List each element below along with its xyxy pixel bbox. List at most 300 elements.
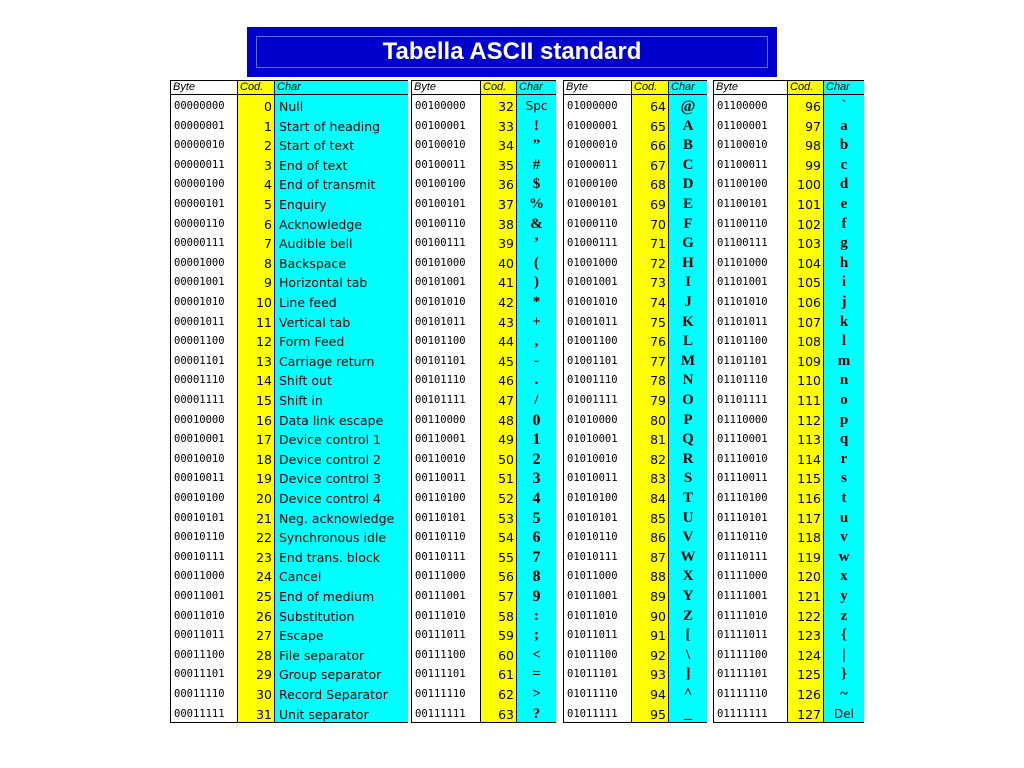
byte-value: 01110011: [717, 472, 768, 485]
byte-value: 01000101: [567, 198, 618, 210]
code-value: 114: [797, 451, 821, 467]
char-value: F: [683, 215, 693, 232]
byte-header: Byte: [714, 81, 787, 95]
byte-value: 00110110: [415, 531, 466, 544]
code-value: 29: [256, 667, 272, 683]
byte-value: 01111100: [717, 648, 768, 661]
code-value: 72: [650, 255, 666, 271]
char-value: l: [841, 333, 847, 350]
char-value: Acknowledge: [279, 216, 362, 232]
code-value: 107: [797, 314, 821, 330]
code-value: 124: [797, 647, 821, 663]
code-value: 100: [797, 177, 821, 193]
byte-value: 00011101: [174, 668, 225, 681]
byte-value: 01110010: [717, 452, 768, 465]
byte-value: 00010101: [174, 511, 225, 524]
code-value: 48: [498, 412, 514, 428]
char-value: U: [682, 509, 694, 526]
byte-value: 01101000: [717, 256, 768, 269]
code-value: 57: [498, 589, 514, 604]
byte-value: 00000100: [174, 178, 225, 191]
code-value: 6: [264, 216, 272, 232]
byte-value: 01000100: [567, 178, 618, 191]
code-value: 43: [498, 314, 514, 330]
char-value: .: [534, 372, 539, 389]
char-value: ;: [534, 627, 539, 644]
char-value: p: [839, 411, 849, 428]
byte-value: 01011101: [567, 668, 618, 681]
code-value: 75: [650, 314, 666, 330]
code-value: 116: [797, 491, 821, 506]
char-value: I: [685, 274, 691, 291]
code-value: 68: [650, 177, 666, 193]
char-value: 2: [532, 450, 541, 468]
byte-value: 00100001: [415, 119, 466, 132]
code-value: 9: [264, 275, 272, 291]
code-value: 79: [650, 393, 666, 408]
char-value: @: [680, 98, 696, 115]
code-value: 49: [498, 432, 514, 448]
byte-header: Byte: [564, 81, 631, 95]
code-value: 89: [650, 589, 666, 604]
code-value: 127: [797, 706, 821, 722]
char-value: A: [682, 117, 694, 134]
char-value: B: [682, 137, 693, 154]
char-value: Escape: [279, 628, 324, 644]
byte-value: 00110000: [415, 413, 466, 426]
code-value: 102: [797, 216, 821, 232]
char-value: #: [532, 156, 541, 173]
byte-column: [714, 81, 787, 722]
code-value: 23: [256, 549, 272, 565]
char-value: Device control 1: [279, 432, 381, 448]
byte-header: Byte: [412, 81, 480, 95]
byte-value: 00010010: [174, 452, 225, 465]
char-value: W: [680, 548, 696, 565]
char-value: O: [682, 392, 694, 408]
byte-value: 01111011: [717, 629, 768, 642]
byte-value: 01111111: [717, 707, 768, 720]
char-value: Spc: [525, 99, 548, 113]
char-value: File separator: [279, 647, 365, 663]
code-value: 61: [498, 667, 514, 683]
code-value: 14: [256, 373, 272, 389]
code-value: 41: [498, 275, 514, 291]
byte-value: 00011010: [174, 609, 225, 622]
byte-value: 00001000: [174, 256, 225, 269]
code-value: 10: [256, 295, 272, 310]
code-value: 55: [498, 549, 514, 565]
char-value: s: [841, 470, 847, 487]
char-value: S: [683, 470, 693, 487]
code-value: 19: [256, 471, 272, 487]
byte-value: 00001010: [174, 296, 225, 308]
byte-value: 01010001: [567, 433, 618, 446]
code-value: 126: [797, 687, 821, 702]
byte-value: 01001100: [567, 335, 618, 348]
byte-value: 00011111: [174, 707, 225, 720]
byte-value: 00001110: [174, 374, 225, 387]
char-value: Unit separator: [279, 706, 369, 722]
char-value: Device control 4: [279, 491, 381, 506]
char-header: Char: [669, 81, 707, 95]
byte-value: 00100100: [415, 178, 466, 191]
byte-value: 01101100: [717, 335, 768, 348]
byte-value: 01010111: [567, 550, 618, 563]
byte-column: [412, 81, 480, 722]
char-column: [516, 81, 556, 722]
char-value: ”: [532, 137, 541, 154]
code-value: 38: [498, 216, 514, 232]
char-value: Null: [279, 99, 304, 114]
byte-value: 00100010: [415, 139, 466, 152]
code-value: 0: [264, 99, 272, 114]
char-value: ^: [683, 686, 693, 702]
code-value: 63: [498, 706, 514, 722]
char-value: 3: [532, 470, 541, 488]
ascii-table-1: [170, 80, 408, 723]
cod-header: Cod.: [788, 81, 824, 95]
code-value: 28: [256, 647, 272, 663]
code-value: 119: [797, 549, 821, 565]
code-value: 113: [797, 432, 821, 448]
byte-value: 01000010: [567, 139, 618, 152]
byte-value: 00101111: [415, 394, 466, 406]
char-value: M: [680, 352, 696, 369]
byte-value: 01001010: [567, 296, 618, 308]
char-value: Device control 2: [279, 451, 381, 467]
code-value: 37: [498, 197, 514, 212]
char-value: |: [842, 646, 846, 663]
byte-value: 01100111: [717, 237, 768, 250]
code-value: 7: [264, 236, 272, 252]
char-value: 6: [532, 529, 541, 547]
byte-value: 01001101: [567, 354, 618, 367]
code-value: 13: [256, 353, 272, 369]
code-value: 33: [498, 118, 514, 134]
code-value: 4: [264, 177, 272, 193]
char-value: Start of heading: [279, 118, 381, 134]
char-value: m: [837, 352, 851, 369]
code-value: 67: [650, 157, 666, 173]
code-value: 2: [264, 138, 272, 154]
char-value: v: [840, 529, 848, 546]
byte-value: 00010110: [174, 531, 225, 544]
char-value: +: [532, 313, 541, 330]
byte-value: 01010101: [567, 511, 618, 524]
cod-column: [787, 81, 824, 722]
char-value: !: [534, 117, 539, 134]
code-value: 17: [256, 432, 272, 448]
byte-value: 00000011: [174, 158, 225, 171]
byte-value: 00111010: [415, 609, 466, 622]
char-value: End of text: [279, 157, 348, 173]
char-value: ’: [534, 235, 539, 252]
code-value: 53: [498, 510, 514, 526]
char-value: Q: [682, 431, 694, 448]
code-value: 77: [650, 353, 666, 369]
byte-value: 00100000: [415, 100, 466, 112]
cod-column: [237, 81, 275, 722]
char-value: `: [841, 98, 847, 114]
page-title: Tabella ASCII standard: [382, 38, 642, 65]
code-value: 112: [797, 412, 821, 428]
code-value: 71: [650, 236, 666, 252]
code-value: 80: [650, 412, 666, 428]
code-value: 60: [498, 647, 514, 663]
code-value: 73: [650, 275, 666, 291]
byte-value: 01111010: [717, 609, 768, 622]
byte-value: 00001100: [174, 335, 225, 348]
char-value: r: [840, 450, 848, 467]
byte-value: 01100110: [717, 217, 768, 230]
code-value: 65: [650, 118, 666, 134]
code-value: 84: [650, 491, 666, 506]
char-value: b: [839, 137, 849, 154]
byte-value: 01010010: [567, 452, 618, 465]
cod-header: Cod.: [238, 81, 275, 95]
char-value: =: [532, 666, 541, 683]
char-value: h: [839, 254, 849, 271]
byte-value: 00110011: [415, 472, 466, 485]
byte-value: 01000011: [567, 158, 618, 171]
char-value: Audible bell: [279, 236, 353, 252]
byte-value: 00011011: [174, 629, 225, 642]
code-value: 105: [797, 275, 821, 291]
byte-value: 00111001: [415, 590, 466, 602]
char-value: <: [532, 646, 541, 663]
code-value: 35: [498, 157, 514, 173]
char-value: Carriage return: [279, 353, 375, 369]
code-value: 30: [256, 687, 272, 702]
byte-value: 01010000: [567, 413, 618, 426]
code-value: 92: [650, 647, 666, 663]
byte-value: 01000110: [567, 217, 618, 230]
byte-value: 00111111: [415, 707, 466, 720]
char-value: j: [841, 294, 847, 310]
byte-value: 00101000: [415, 256, 466, 269]
code-value: 8: [264, 255, 272, 271]
ascii-table-2: [411, 80, 556, 723]
code-value: 59: [498, 628, 514, 644]
char-value: z: [840, 607, 848, 624]
byte-value: 00110001: [415, 433, 466, 446]
code-value: 16: [256, 412, 272, 428]
byte-value: 01110000: [717, 413, 768, 426]
char-value: $: [532, 176, 541, 193]
byte-value: 01110110: [717, 531, 768, 544]
code-value: 95: [650, 706, 666, 722]
code-value: 99: [805, 157, 821, 173]
byte-value: 01110101: [717, 511, 768, 524]
char-value: {: [841, 627, 847, 644]
code-value: 70: [650, 216, 666, 232]
byte-value: 00011110: [174, 688, 225, 700]
char-value: ~: [840, 686, 848, 702]
char-value: }: [841, 666, 847, 683]
char-value: ?: [532, 705, 541, 722]
code-value: 51: [498, 471, 514, 487]
char-value: Data link escape: [279, 412, 384, 428]
char-value: Group separator: [279, 667, 382, 683]
byte-value: 00100011: [415, 158, 466, 171]
byte-value: 01110001: [717, 433, 768, 446]
byte-value: 01000001: [567, 119, 618, 132]
byte-value: 00110010: [415, 452, 466, 465]
char-value: q: [839, 431, 849, 448]
code-value: 109: [797, 353, 821, 369]
code-value: 50: [498, 451, 514, 467]
char-value: 8: [532, 568, 541, 586]
char-value: c: [840, 156, 848, 173]
char-value: V: [682, 529, 694, 546]
char-value: >: [532, 686, 541, 702]
byte-value: 00000010: [174, 139, 225, 152]
byte-value: 01111110: [717, 688, 768, 700]
char-value: Enquiry: [279, 197, 327, 212]
byte-value: 00011001: [174, 590, 225, 602]
byte-value: 00010011: [174, 472, 225, 485]
code-value: 85: [650, 510, 666, 526]
code-value: 74: [650, 295, 666, 310]
byte-value: 01101011: [717, 315, 768, 328]
byte-value: 01100000: [717, 100, 768, 112]
char-value: y: [840, 588, 848, 604]
char-column: [823, 81, 864, 722]
char-value: Del: [834, 706, 854, 721]
char-value: a: [840, 117, 848, 134]
code-value: 26: [256, 608, 272, 624]
char-column: [274, 81, 408, 722]
byte-value: 01011001: [567, 590, 618, 602]
title-frame: [256, 36, 768, 68]
code-value: 47: [498, 393, 514, 408]
byte-value: 00010100: [174, 492, 225, 504]
byte-value: 00000110: [174, 217, 225, 230]
char-value: D: [682, 176, 694, 193]
char-value: E: [682, 196, 693, 212]
code-value: 58: [498, 608, 514, 624]
byte-column: [564, 81, 631, 722]
code-value: 20: [256, 491, 272, 506]
char-value: Backspace: [279, 255, 347, 271]
code-value: 78: [650, 373, 666, 389]
byte-value: 00110100: [415, 492, 466, 504]
byte-value: 00111110: [415, 688, 466, 700]
code-value: 103: [797, 236, 821, 252]
char-value: g: [840, 235, 848, 252]
char-value: C: [682, 156, 694, 173]
byte-value: 00000101: [174, 198, 225, 210]
char-value: d: [839, 176, 849, 193]
char-value: T: [682, 490, 693, 506]
char-value: i: [841, 274, 847, 291]
byte-value: 00000001: [174, 119, 225, 132]
char-header: Char: [824, 81, 864, 95]
char-value: End of transmit: [279, 177, 376, 193]
byte-value: 01011010: [567, 609, 618, 622]
code-value: 81: [650, 432, 666, 448]
code-value: 115: [797, 471, 821, 487]
byte-value: 01100100: [717, 178, 768, 191]
byte-value: 00001111: [174, 394, 225, 406]
char-value: Neg. acknowledge: [279, 510, 395, 526]
byte-value: 01000111: [567, 237, 618, 250]
code-value: 120: [797, 569, 821, 585]
ascii-table-4: [713, 80, 864, 723]
char-value: 7: [532, 548, 541, 566]
byte-value: 01101010: [717, 296, 768, 308]
byte-value: 00101110: [415, 374, 466, 387]
char-value: *: [532, 294, 541, 310]
code-value: 94: [650, 687, 666, 702]
char-value: 4: [532, 490, 541, 507]
code-value: 54: [498, 530, 514, 546]
cod-column: [631, 81, 669, 722]
char-value: Line feed: [279, 295, 337, 310]
char-value: o: [840, 392, 848, 408]
char-value: %: [529, 196, 544, 212]
byte-value: 01010100: [567, 492, 618, 504]
byte-value: 01001110: [567, 374, 618, 387]
code-value: 44: [498, 334, 514, 350]
char-value: :: [534, 607, 539, 624]
code-value: 117: [797, 510, 821, 526]
byte-value: 01011111: [567, 707, 618, 720]
byte-value: 01111101: [717, 668, 768, 681]
code-value: 86: [650, 530, 666, 546]
code-value: 24: [256, 569, 272, 585]
char-value: &: [530, 215, 543, 232]
byte-value: 00101011: [415, 315, 466, 328]
byte-value: 01000000: [567, 100, 618, 112]
byte-value: 00001011: [174, 315, 225, 328]
code-value: 15: [256, 393, 272, 408]
char-value: Form Feed: [279, 334, 345, 350]
code-value: 64: [650, 99, 666, 114]
code-value: 46: [498, 373, 514, 389]
byte-value: 00000111: [174, 237, 225, 250]
byte-value: 01101110: [717, 374, 768, 387]
code-value: 42: [498, 295, 514, 310]
byte-value: 01011000: [567, 570, 618, 583]
byte-header: Byte: [171, 81, 237, 95]
char-value: End of medium: [279, 589, 375, 604]
code-value: 22: [256, 530, 272, 546]
byte-value: 01100001: [717, 119, 768, 132]
char-value: Shift in: [279, 393, 323, 408]
char-value: 1: [532, 431, 541, 449]
byte-value: 00011100: [174, 648, 225, 661]
char-value: Cancel: [279, 569, 322, 585]
code-value: 118: [797, 530, 821, 546]
byte-value: 01001011: [567, 315, 618, 328]
char-value: G: [682, 235, 694, 252]
char-value: u: [839, 509, 849, 526]
code-value: 1: [264, 118, 272, 134]
char-value: Shift out: [279, 373, 332, 389]
char-value: x: [840, 568, 848, 585]
char-value: Substitution: [279, 608, 355, 624]
code-value: 91: [650, 628, 666, 644]
byte-value: 00000000: [174, 100, 225, 112]
char-value: N: [682, 372, 694, 389]
code-value: 98: [805, 138, 821, 154]
byte-value: 01010011: [567, 472, 618, 485]
char-value: t: [841, 490, 847, 506]
code-value: 39: [498, 236, 514, 252]
char-value: X: [682, 568, 694, 585]
